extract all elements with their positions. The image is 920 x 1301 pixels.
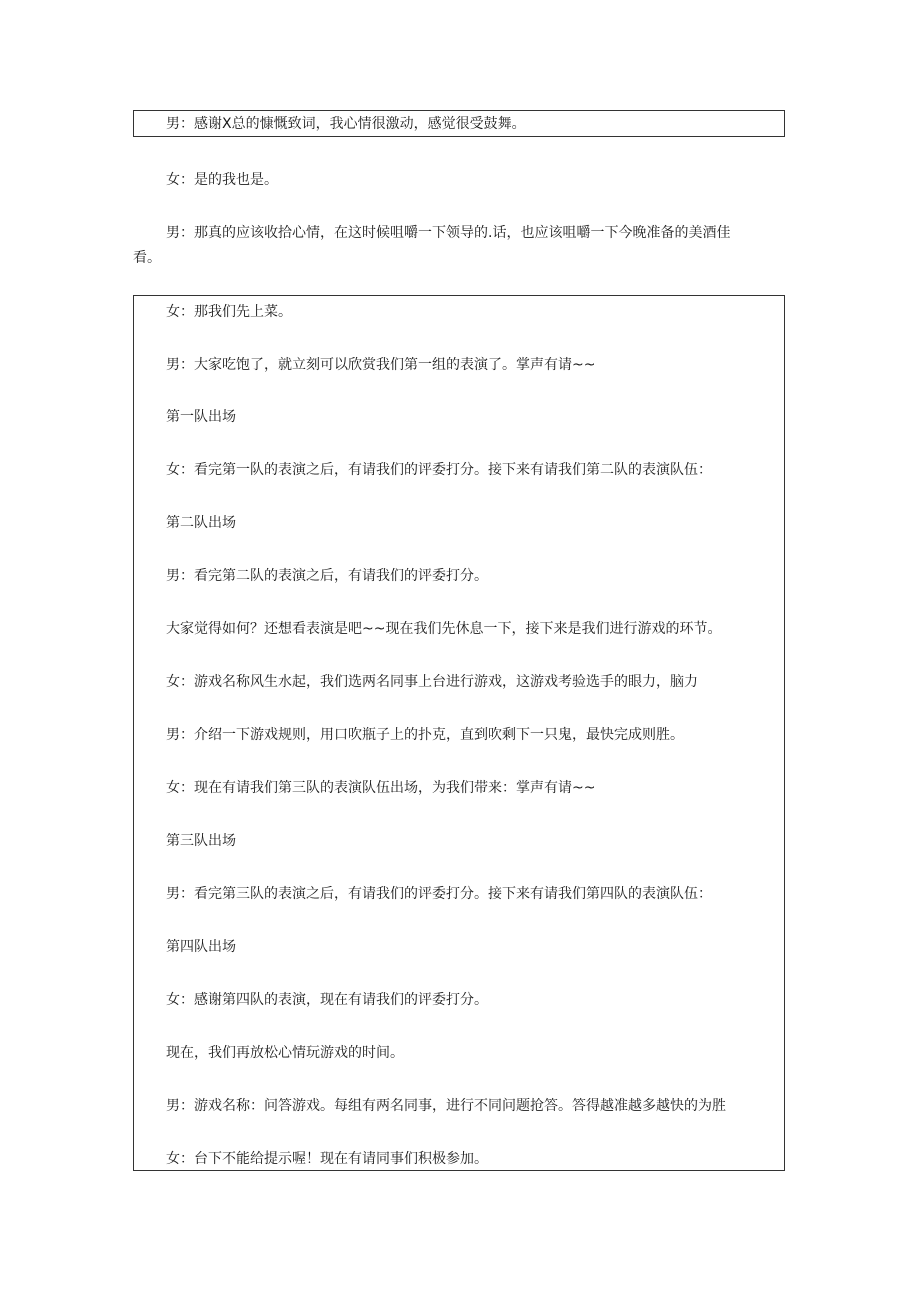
boxed-line: 女：游戏名称风生水起，我们选两名同事上台进行游戏，这游戏考验选手的眼力，脑力	[166, 674, 698, 690]
boxed-line: 男：大家吃饱了，就立刻可以欣赏我们第一组的表演了。掌声有请~~	[166, 357, 596, 373]
paragraph-line-1: 女：是的我也是。	[166, 172, 278, 188]
boxed-line: 男：介绍一下游戏规则，用口吹瓶子上的扑克，直到吹剩下一只鬼，最快完成则胜。	[166, 727, 684, 743]
boxed-line: 第三队出场	[166, 833, 236, 849]
boxed-line: 大家觉得如何？还想看表演是吧~~现在我们先休息一下，接下来是我们进行游戏的环节。	[166, 621, 722, 637]
paragraph-line-2b: 看。	[133, 250, 161, 266]
boxed-line: 女：现在有请我们第三队的表演队伍出场，为我们带来：掌声有请~~	[166, 780, 596, 796]
boxed-line: 女：台下不能给提示喔！现在有请同事们积极参加。	[166, 1151, 488, 1167]
boxed-line: 现在，我们再放松心情玩游戏的时间。	[166, 1045, 404, 1061]
boxed-line: 第一队出场	[166, 409, 236, 425]
top-line: 男：感谢X总的慷慨致词，我心情很激动，感觉很受鼓舞。	[166, 116, 526, 132]
boxed-line: 第二队出场	[166, 515, 236, 531]
boxed-line: 男：看完第三队的表演之后，有请我们的评委打分。接下来有请我们第四队的表演队伍：	[166, 886, 712, 902]
boxed-line: 女：那我们先上菜。	[166, 304, 292, 320]
boxed-line: 男：游戏名称：问答游戏。每组有两名同事，进行不同问题抢答。答得越准越多越快的为胜	[166, 1098, 726, 1114]
paragraph-line-2a: 男：那真的应该收拾心情，在这时候咀嚼一下领导的.话，也应该咀嚼一下今晚准备的美酒佳	[166, 225, 731, 241]
boxed-line: 女：感谢第四队的表演，现在有请我们的评委打分。	[166, 992, 488, 1008]
boxed-line: 女：看完第一队的表演之后，有请我们的评委打分。接下来有请我们第二队的表演队伍：	[166, 462, 712, 478]
boxed-line: 第四队出场	[166, 939, 236, 955]
boxed-line: 男：看完第二队的表演之后，有请我们的评委打分。	[166, 568, 488, 584]
